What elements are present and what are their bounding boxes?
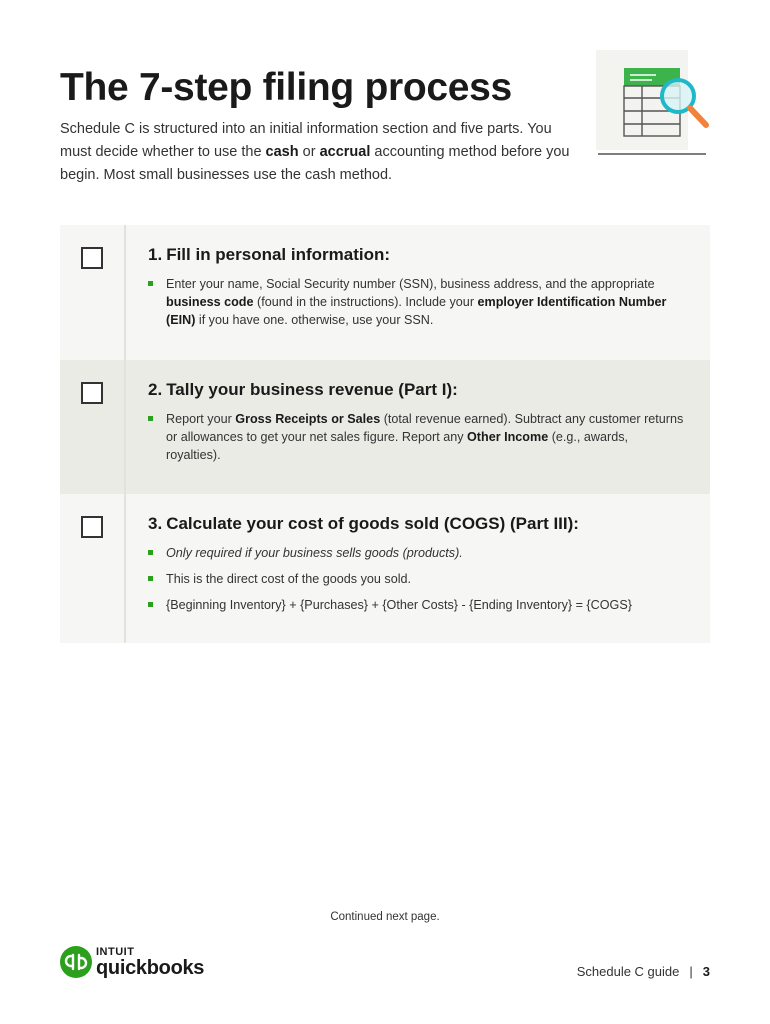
- list-item: Only required if your business sells goods (products).: [148, 544, 686, 562]
- steps-checklist: [60, 225, 710, 643]
- continued-note: Continued next page.: [330, 911, 440, 923]
- page-title: The 7-step filing process: [60, 66, 512, 109]
- step-2: [60, 360, 710, 494]
- page-footer: [577, 964, 710, 979]
- list-item: Report your Gross Receipts or Sales (total revenue earned). Subtract any customer returns or allowances to get your net sales figure. Report any Other Income (e.g., awards, royalties).: [148, 410, 686, 464]
- intuit-wordmark: INTUIT: [96, 945, 135, 958]
- step-3-checkbox[interactable]: [81, 516, 103, 538]
- list-item: Enter your name, Social Security number (SSN), business address, and the appropriate business code (found in the instructions). Include your employer Identification Number (EIN) if you have one. otherwise, use your SSN.: [148, 275, 686, 329]
- step-1-heading: 1. Fill in personal information:: [148, 245, 391, 264]
- step-1: [60, 225, 710, 360]
- quickbooks-logo: [60, 946, 204, 978]
- list-item: {Beginning Inventory} + {Purchases} + {Other Costs} - {Ending Inventory} = {COGS}: [148, 596, 686, 614]
- step-2-heading: 2. Tally your business revenue (Part I):: [148, 380, 458, 399]
- page-number: 3: [702, 964, 710, 979]
- step-3-heading: 3. Calculate your cost of goods sold (COGS) (Part III):: [148, 514, 579, 533]
- step-3: [60, 494, 710, 643]
- intro-paragraph: Schedule C is structured into an initial information section and five parts. You must decide whether to use the cash or accrual accounting method before you begin. Most small businesses use the cash method.: [60, 121, 570, 183]
- qb-icon: [60, 946, 92, 978]
- footer-separator: |: [689, 964, 693, 979]
- step-2-checkbox[interactable]: [81, 382, 103, 404]
- accrual-term: accrual: [319, 144, 371, 160]
- footer-guide-title: Schedule C guide: [576, 964, 680, 979]
- spreadsheet-magnifier-illustration: [596, 50, 720, 160]
- step-1-checkbox[interactable]: [81, 247, 103, 269]
- quickbooks-wordmark: quickbooks: [96, 956, 205, 979]
- list-item: This is the direct cost of the goods you sold.: [148, 570, 686, 588]
- cash-term: cash: [265, 144, 299, 160]
